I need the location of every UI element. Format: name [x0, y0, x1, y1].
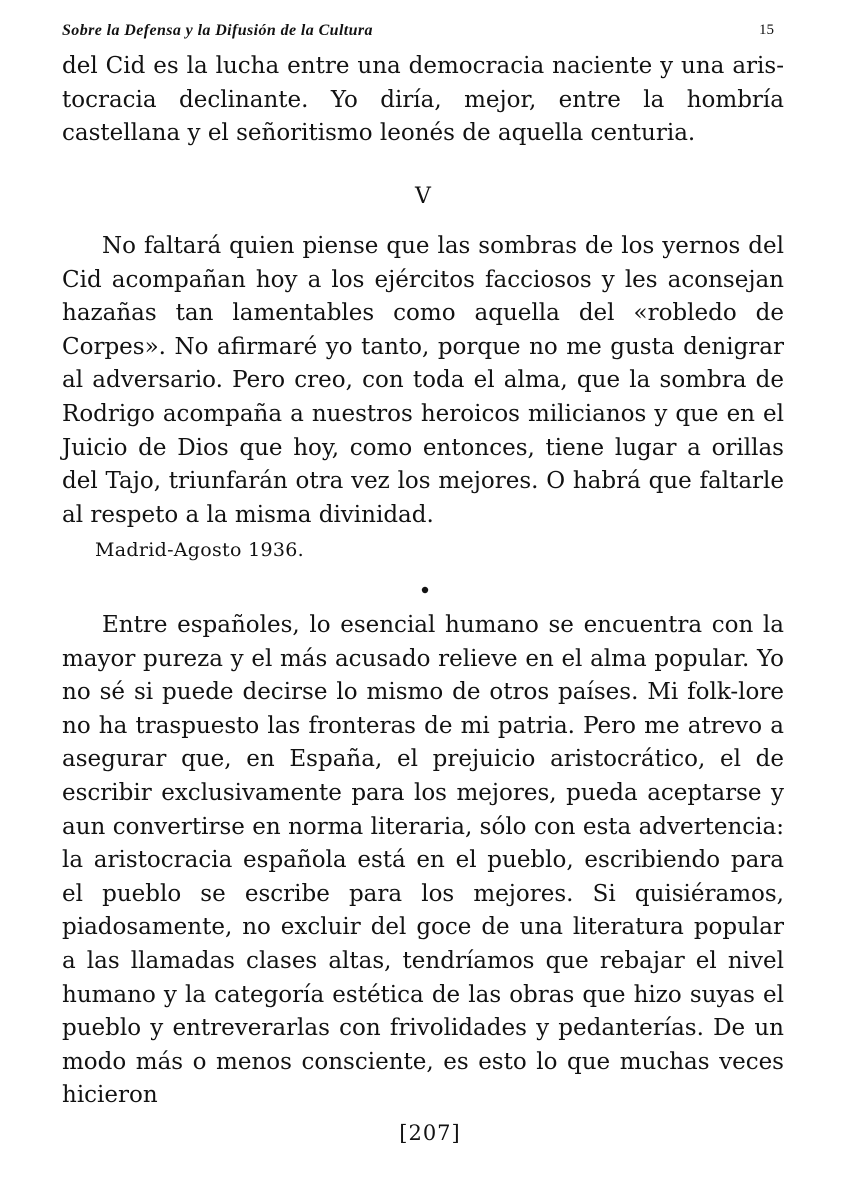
paragraph-text: Entre españoles, lo esencial humano se encuentra con la mayor pureza y el más acusado relieve en el alma popular. Yo no sé si puede decirse lo mismo de otros países. Mi folk-lore no ha traspuesto las fronteras de mi patria. Pero me atrevo a asegurar que, en España, el prejuicio aristocrático, el de escribir exclusivamente para los mejores, pueda aceptarse y aun convertirse en norma literaria, sólo con esta advertencia: la aristocracia española está en el pueblo, escribiendo para el pueblo se escribe para los mejores. Si quisiéramos, piadosamente, no excluir del goce de una literatura popular a las llamadas clases altas, tendríamos que rebajar el nivel humano y la categoría estética de las obras que hizo suyas el pueblo y entreverarlas con frivolidades y pedanterías. De un modo más o menos consciente, es esto lo que muchas veces hicieron: [62, 612, 784, 1109]
dateline: Madrid-Agosto 1936.: [95, 539, 304, 561]
section-body: [62, 230, 784, 532]
essay-body: [62, 609, 784, 1113]
dot-ornament-icon: [421, 586, 429, 594]
section-heading: V: [415, 184, 431, 209]
running-title: Sobre la Defensa y la Difusión de la Cultura: [62, 22, 373, 39]
paragraph-text: del Cid es la lucha entre una democracia naciente y una aristocracia declinante. Yo diría, mejor, entre la hombría castellana y el señoritismo leonés de aquella centuria.: [62, 53, 784, 147]
page-number: [207]: [399, 1121, 461, 1145]
running-head: [62, 22, 774, 46]
paragraph-text: No faltará quien piense que las sombras de los yernos del Cid acompañan hoy a los ejércitos facciosos y les aconsejan hazañas tan lamentables como aquella del «robledo de Corpes». No afirmaré yo tanto, porque no me gusta denigrar al adversario. Pero creo, con toda el alma, que la sombra de Rodrigo acompaña a nuestros heroicos milicianos y que en el Juicio de Dios que hoy, como entonces, tiene lugar a orillas del Tajo, triunfarán otra vez los mejores. O habrá que faltarle al respeto a la misma divinidad.: [62, 233, 784, 528]
header-folio: 15: [759, 22, 774, 38]
continued-paragraph: [62, 50, 784, 151]
